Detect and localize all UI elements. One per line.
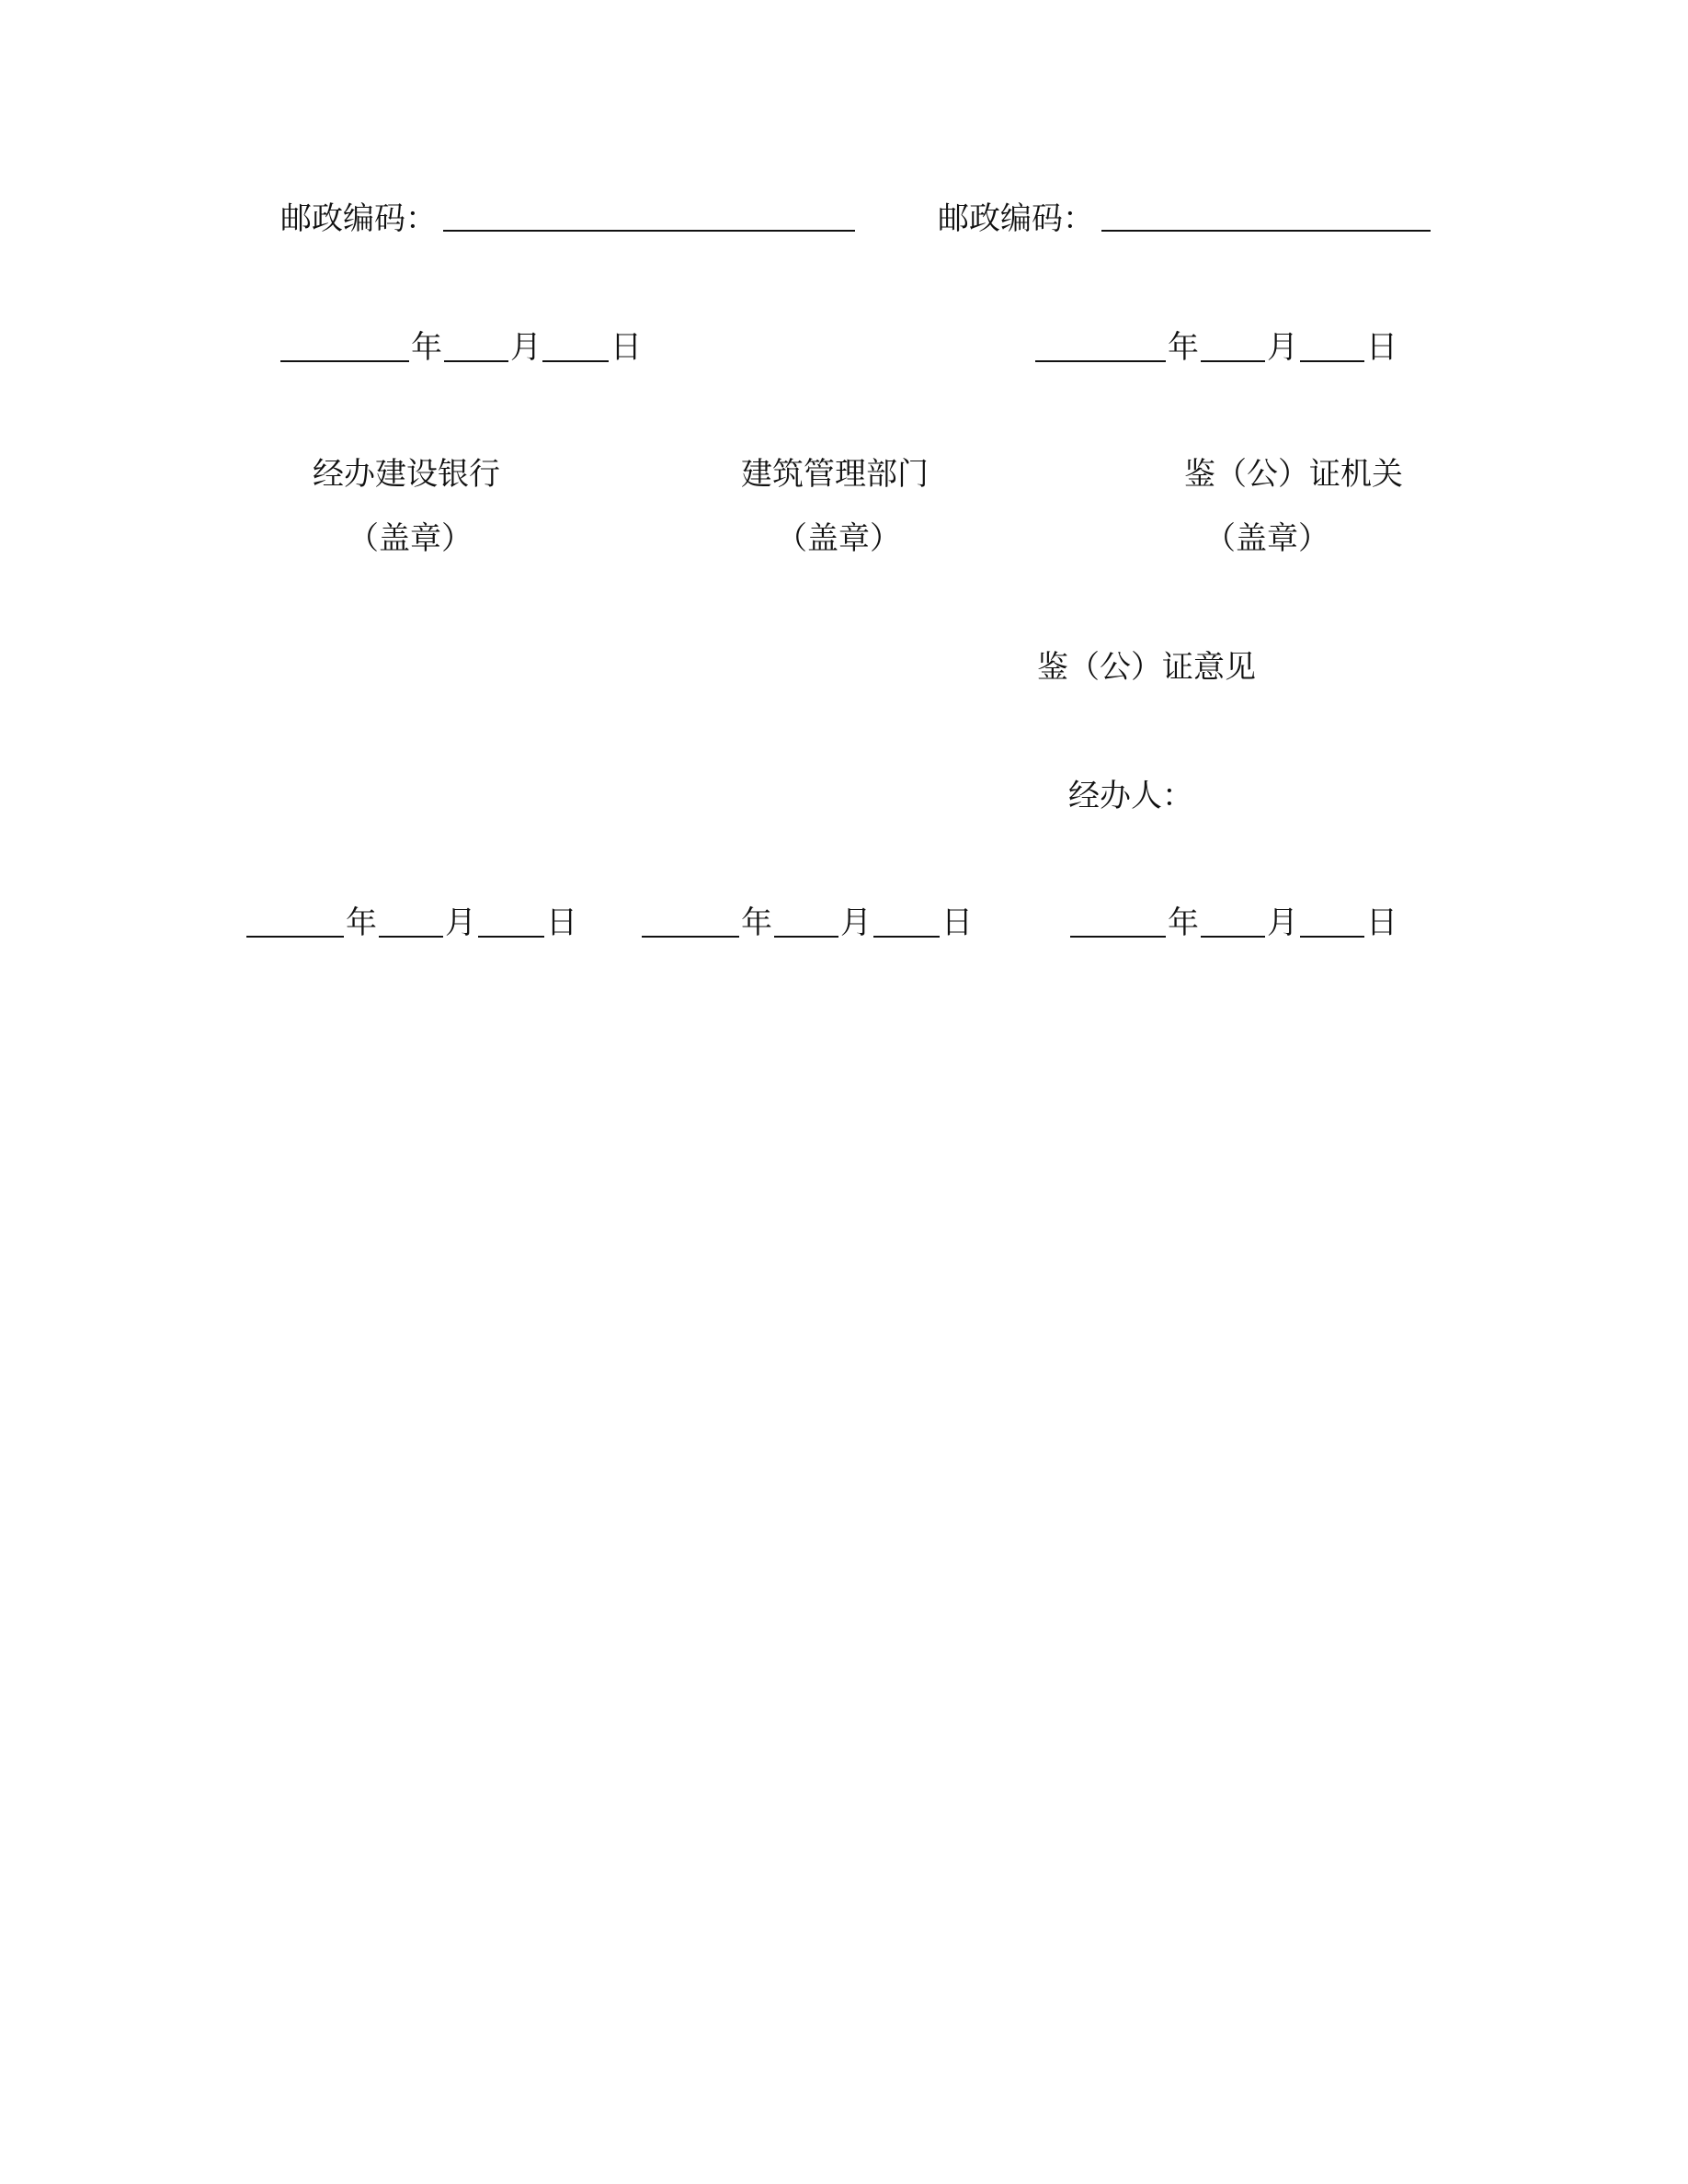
date-bottom-1-month-label: 月: [445, 904, 476, 941]
bank-seal-label: （盖章）: [348, 520, 473, 557]
postal-code-field-left[interactable]: [443, 230, 855, 232]
date-top-right-month-label: 月: [1267, 329, 1298, 366]
date-bottom-2-day-field[interactable]: [873, 936, 940, 938]
bank-title: 经办建设银行: [313, 456, 500, 493]
postal-code-label-left: 邮政编码：: [280, 200, 437, 237]
construction-dept-seal-label: （盖章）: [776, 520, 901, 557]
construction-dept-title: 建筑管理部门: [741, 456, 929, 493]
date-bottom-3-day-field[interactable]: [1300, 936, 1364, 938]
date-bottom-2-year-field[interactable]: [642, 936, 739, 938]
date-top-right-day-label: 日: [1366, 329, 1397, 366]
date-top-right-year-label: 年: [1168, 329, 1199, 366]
date-top-left-day-label: 日: [610, 329, 642, 366]
date-bottom-1-day-field[interactable]: [478, 936, 544, 938]
date-bottom-3-month-field[interactable]: [1201, 936, 1265, 938]
date-bottom-3-year-label: 年: [1168, 904, 1199, 941]
postal-code-label-right: 邮政编码：: [938, 200, 1094, 237]
date-top-left-month-label: 月: [510, 329, 542, 366]
notary-office-title: 鉴（公）证机关: [1184, 456, 1403, 493]
date-top-left-year-field[interactable]: [280, 360, 409, 362]
notary-opinion-label: 鉴（公）证意见: [1037, 649, 1256, 686]
date-bottom-3-month-label: 月: [1267, 904, 1298, 941]
date-top-right-month-field[interactable]: [1201, 360, 1265, 362]
date-bottom-3-day-label: 日: [1366, 904, 1397, 941]
date-top-left-day-field[interactable]: [542, 360, 609, 362]
date-bottom-2-day-label: 日: [941, 904, 973, 941]
date-bottom-1-day-label: 日: [546, 904, 577, 941]
date-bottom-2-month-field[interactable]: [774, 936, 838, 938]
date-bottom-2-month-label: 月: [840, 904, 872, 941]
date-bottom-1-month-field[interactable]: [379, 936, 443, 938]
date-top-left-month-field[interactable]: [444, 360, 508, 362]
notary-office-seal-label: （盖章）: [1204, 520, 1329, 557]
date-bottom-3-year-field[interactable]: [1070, 936, 1166, 938]
postal-code-field-right[interactable]: [1101, 230, 1431, 232]
date-bottom-1-year-field[interactable]: [246, 936, 344, 938]
date-top-right-year-field[interactable]: [1035, 360, 1166, 362]
date-bottom-2-year-label: 年: [741, 904, 772, 941]
date-top-left-year-label: 年: [411, 329, 442, 366]
date-top-right-day-field[interactable]: [1300, 360, 1364, 362]
handler-label: 经办人：: [1068, 778, 1193, 814]
date-bottom-1-year-label: 年: [346, 904, 377, 941]
